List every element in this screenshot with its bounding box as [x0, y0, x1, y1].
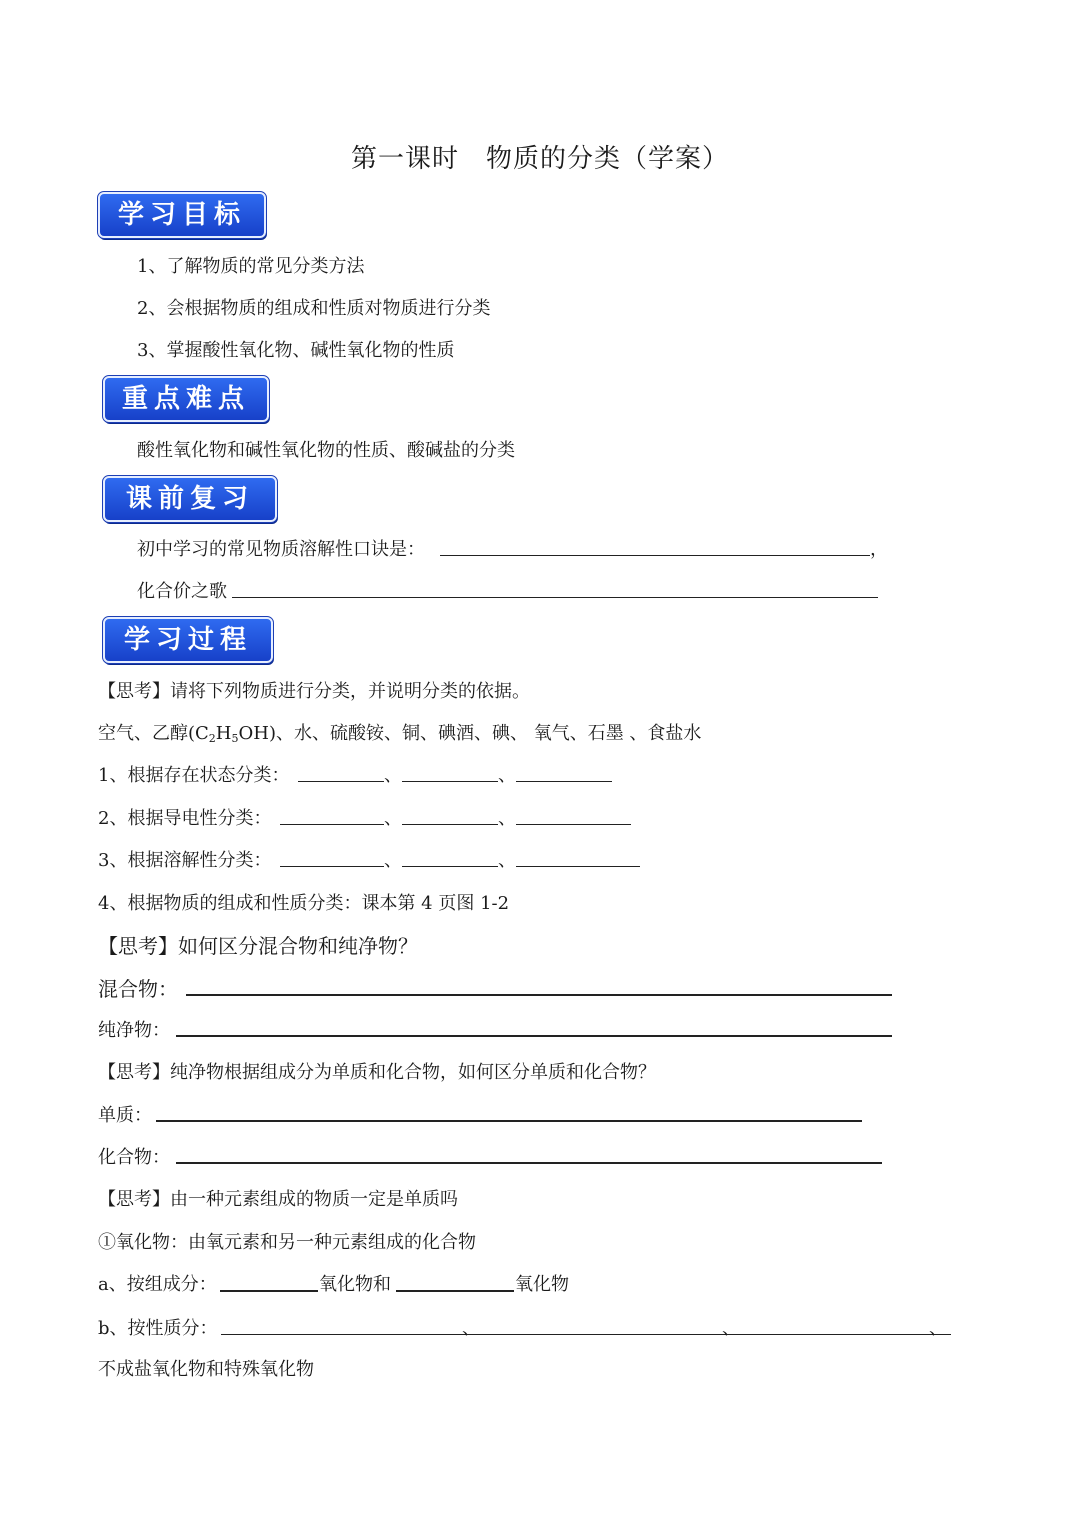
section-badge-process: 学习过程 [103, 617, 273, 663]
classify-by-state-label: 1、根据存在状态分类： [98, 765, 290, 786]
blank-oxide-property[interactable] [221, 1334, 951, 1335]
review-label-valence: 化合价之歌 [137, 581, 227, 602]
blank-state-1[interactable] [298, 781, 384, 782]
separator: 、 [498, 850, 516, 871]
think-prompt-4: 【思考】由一种元素组成的物质一定是单质吗 [98, 1189, 458, 1210]
separator: 、 [384, 850, 402, 871]
separator: 、 [462, 1318, 480, 1339]
substance-list: 空气、乙醇$(C_2H_5OH)$、水、硫酸铵、铜、碘酒、碘、 氧气、石墨 、食盐水 [98, 723, 702, 745]
blank-conductivity-1[interactable] [280, 824, 384, 825]
blank-solubility-1[interactable] [280, 866, 384, 867]
blank-state-2[interactable] [402, 781, 498, 782]
element-label: 单质： [98, 1105, 152, 1126]
separator: 、 [498, 765, 516, 786]
oxide-suffix-text: 氧化物 [515, 1274, 569, 1295]
compound-label: 化合物： [98, 1147, 170, 1168]
separator: 、 [722, 1318, 740, 1339]
element-blank[interactable] [156, 1120, 862, 1122]
review-blank-solubility[interactable] [440, 555, 870, 556]
section-badge-objectives: 学习目标 [98, 192, 266, 238]
compound-blank[interactable] [176, 1162, 882, 1164]
blank-solubility-3[interactable] [516, 866, 640, 867]
oxide-by-composition-label: a、按组成分： [98, 1274, 217, 1295]
classify-by-composition: 4、根据物质的组成和性质分类：课本第 4 页图 1-2 [98, 893, 510, 914]
page-title: 第一课时 物质的分类（学案） [350, 144, 729, 174]
separator: 、 [384, 808, 402, 829]
separator: 、 [498, 808, 516, 829]
oxide-by-property-label: b、按性质分： [98, 1318, 218, 1339]
section-badge-review: 课前复习 [103, 476, 277, 522]
pure-blank[interactable] [176, 1035, 892, 1037]
review-blank-valence[interactable] [232, 597, 878, 598]
key-points-text: 酸性氧化物和碱性氧化物的性质、酸碱盐的分类 [137, 440, 515, 461]
blank-solubility-2[interactable] [402, 866, 498, 867]
objective-item: 1、了解物质的常见分类方法 [137, 256, 365, 277]
blank-state-3[interactable] [516, 781, 612, 782]
think-prompt-1: 【思考】请将下列物质进行分类，并说明分类的依据。 [98, 681, 530, 702]
section-badge-key-points: 重点难点 [103, 376, 269, 422]
blank-oxide-composition-1[interactable] [220, 1290, 318, 1292]
think-prompt-2: 【思考】如何区分混合物和纯净物？ [98, 934, 418, 958]
separator: 、 [384, 765, 402, 786]
oxide-and-text: 氧化物和 [319, 1274, 391, 1295]
oxide-other-types: 不成盐氧化物和特殊氧化物 [98, 1359, 314, 1380]
think-prompt-3: 【思考】纯净物根据组成分为单质和化合物，如何区分单质和化合物？ [98, 1062, 656, 1083]
blank-oxide-composition-2[interactable] [396, 1290, 514, 1292]
objective-item: 2、会根据物质的组成和性质对物质进行分类 [137, 298, 491, 319]
separator: 、 [929, 1318, 947, 1339]
mixture-label: 混合物： [98, 977, 178, 1001]
blank-conductivity-2[interactable] [402, 824, 498, 825]
oxide-definition: ①氧化物：由氧元素和另一种元素组成的化合物 [98, 1232, 476, 1253]
pure-label: 纯净物： [98, 1020, 170, 1041]
objective-item: 3、掌握酸性氧化物、碱性氧化物的性质 [137, 340, 455, 361]
review-comma: ， [870, 539, 888, 560]
classify-by-solubility-label: 3、根据溶解性分类： [98, 850, 272, 871]
review-label-solubility: 初中学习的常见物质溶解性口诀是： [137, 539, 425, 560]
classify-by-conductivity-label: 2、根据导电性分类： [98, 808, 272, 829]
mixture-blank[interactable] [186, 994, 892, 996]
blank-conductivity-3[interactable] [516, 824, 631, 825]
